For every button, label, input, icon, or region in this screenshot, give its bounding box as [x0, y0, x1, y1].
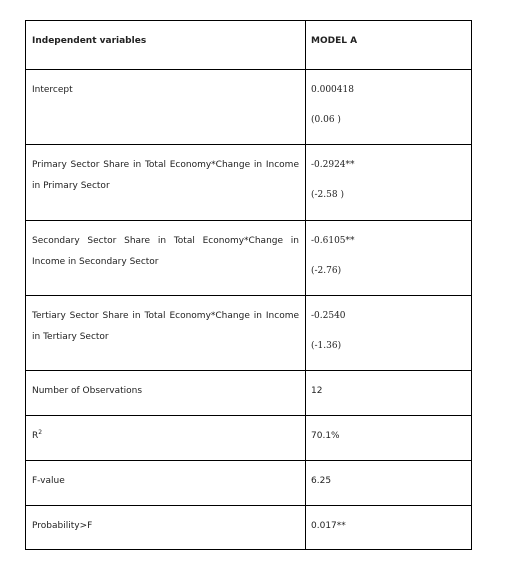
t-statistic-value: (-1.36) — [311, 341, 342, 351]
table-row — [26, 296, 472, 371]
probability-label: Probability>F — [32, 521, 93, 531]
probability-value: 0.017** — [311, 521, 346, 531]
coefficient-value: 0.000418 — [311, 85, 354, 95]
row-value-cell — [306, 145, 472, 221]
row-label-cell — [26, 371, 306, 416]
row-value-cell — [306, 70, 472, 145]
r-squared-label: $R^2$ — [32, 429, 43, 441]
table-row — [26, 221, 472, 296]
variables-header: Independent variables — [32, 36, 147, 46]
table-header-row — [26, 21, 472, 70]
row-label-cell — [26, 416, 306, 461]
r-squared-value: 70.1% — [311, 431, 340, 441]
row-value-cell — [306, 416, 472, 461]
row-label-cell — [26, 461, 306, 506]
row-label-cell — [26, 221, 306, 296]
row-label: Secondary Sector Share in Total Economy*Change in Income in Secondary Sector — [32, 236, 299, 267]
row-value-cell — [306, 506, 472, 550]
t-statistic-value: (0.06 ) — [311, 115, 341, 125]
coefficient-value: -0.2924** — [311, 160, 355, 170]
row-label-cell — [26, 70, 306, 145]
coefficient-value: -0.6105** — [311, 236, 355, 246]
header-cell-model — [306, 21, 472, 70]
observations-label: Number of Observations — [32, 386, 143, 396]
table-row — [26, 416, 472, 461]
table-row — [26, 145, 472, 221]
row-value-cell — [306, 221, 472, 296]
row-value-cell — [306, 296, 472, 371]
table-row — [26, 461, 472, 506]
row-value-cell — [306, 371, 472, 416]
table-row — [26, 506, 472, 550]
row-label-cell — [26, 145, 306, 221]
row-label: Primary Sector Share in Total Economy*Change in Income in Primary Sector — [32, 160, 299, 191]
t-statistic-value: (-2.58 ) — [311, 190, 344, 200]
table-row — [26, 371, 472, 416]
model-header: MODEL A — [311, 36, 358, 46]
row-label: Tertiary Sector Share in Total Economy*Change in Income in Tertiary Sector — [32, 311, 299, 342]
f-value-value: 6.25 — [311, 476, 332, 486]
f-value-label: F-value — [32, 476, 65, 486]
r-squared-superscript: 2 — [38, 429, 43, 436]
observations-value: 12 — [311, 386, 323, 396]
row-label: Intercept — [32, 85, 73, 95]
regression-table — [25, 20, 472, 550]
row-label-cell — [26, 506, 306, 550]
row-value-cell — [306, 461, 472, 506]
table-row — [26, 70, 472, 145]
t-statistic-value: (-2.76) — [311, 266, 342, 276]
header-cell-variables — [26, 21, 306, 70]
row-label-cell — [26, 296, 306, 371]
coefficient-value: -0.2540 — [311, 311, 346, 321]
